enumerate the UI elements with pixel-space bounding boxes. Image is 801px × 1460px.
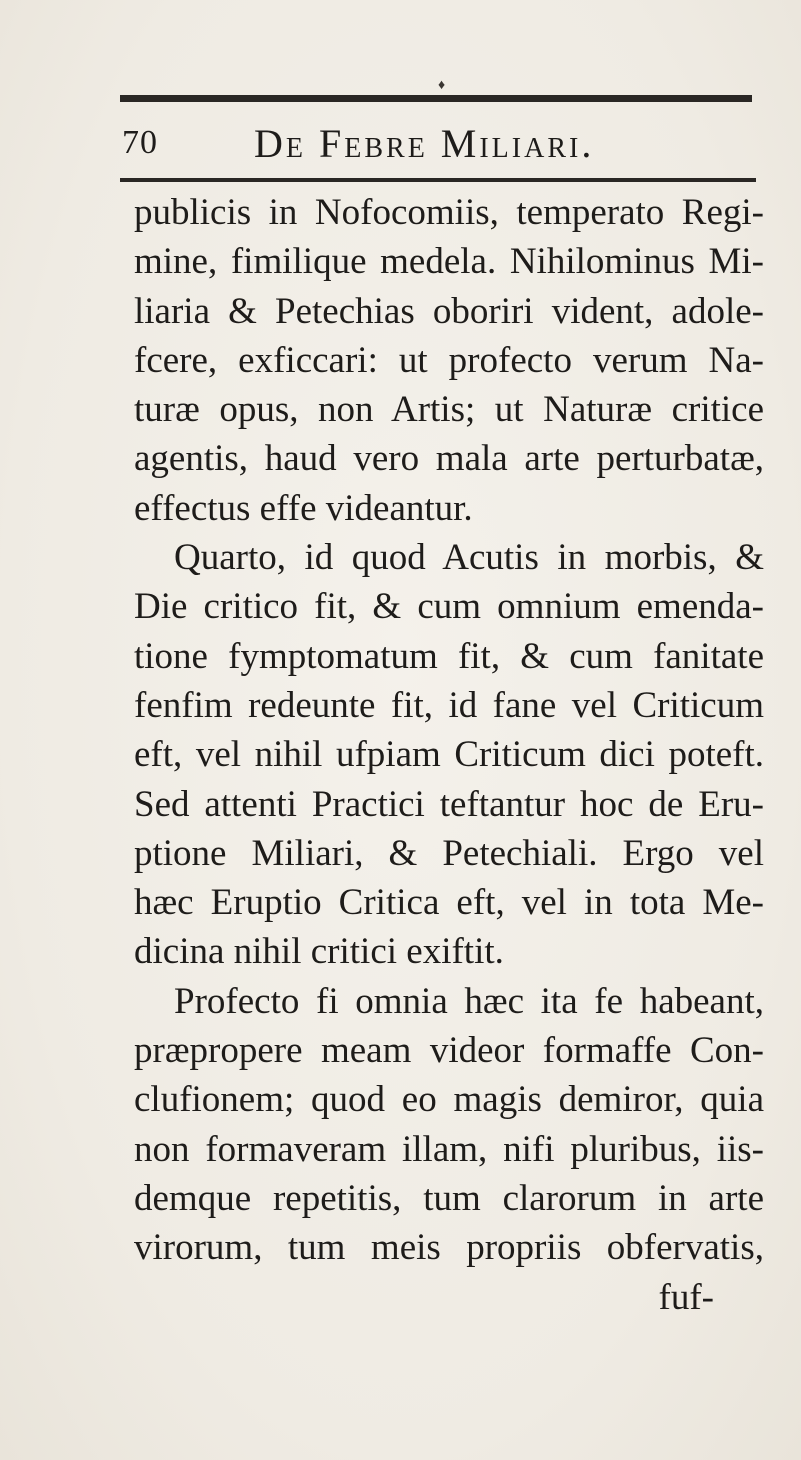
text-line: virorum, tum meis propriis obfervatis, bbox=[134, 1227, 764, 1269]
text-line: publicis in Nofocomiis, temperato Regi- bbox=[134, 192, 764, 233]
text-line: fcere, exficcari: ut profecto verum Na- bbox=[134, 339, 764, 381]
ornament-mark: ♦ bbox=[438, 78, 446, 93]
text-line: turæ opus, non Artis; ut Naturæ critice bbox=[134, 389, 764, 431]
text-line: Die critico fit, & cum omnium emenda- bbox=[134, 586, 764, 628]
page-header bbox=[122, 118, 762, 174]
text-line: agentis, haud vero mala arte perturbatæ, bbox=[134, 438, 764, 480]
text-line: non formaveram illam, nifi pluribus, iis- bbox=[134, 1128, 764, 1170]
text-line: Sed attenti Practici teftantur hoc de Eru- bbox=[134, 783, 764, 825]
top-rule bbox=[120, 95, 752, 102]
text-line: dicina nihil critici exiftit. bbox=[134, 931, 504, 973]
text-line: demque repetitis, tum clarorum in arte bbox=[134, 1177, 764, 1219]
text-line: Quarto, id quod Acutis in morbis, & bbox=[174, 537, 764, 579]
text-line: ptione Miliari, & Petechiali. Ergo vel bbox=[134, 832, 764, 874]
catchword: fuf- bbox=[658, 1276, 714, 1318]
text-line: Profecto fi omnia hæc ita fe habeant, bbox=[174, 980, 764, 1022]
text-line: fenfim redeunte fit, id fane vel Criticum bbox=[134, 684, 764, 726]
text-line: mine, fimilique medela. Nihilominus Mi- bbox=[134, 241, 764, 283]
paragraph-1 bbox=[134, 188, 764, 533]
text-line: clufionem; quod eo magis demiror, quia bbox=[134, 1079, 764, 1121]
text-line: tione fymptomatum fit, & cum fanitate bbox=[134, 635, 764, 677]
text-line: hæc Eruptio Critica eft, vel in tota Me- bbox=[134, 882, 764, 924]
running-title: De Febre Miliari. bbox=[254, 121, 595, 166]
text-line: effectus effe videantur. bbox=[134, 487, 473, 529]
page-number: 70 bbox=[122, 124, 158, 161]
paragraph-2 bbox=[134, 533, 764, 977]
text-line: præpropere meam videor formaffe Con- bbox=[134, 1030, 764, 1072]
header-rule bbox=[120, 178, 756, 182]
text-line: liaria & Petechias oboriri vident, adole- bbox=[134, 290, 764, 332]
paragraph-3 bbox=[134, 977, 764, 1273]
body-text bbox=[134, 188, 764, 1322]
text-line: eft, vel nihil ufpiam Criticum dici poteft. bbox=[134, 734, 764, 776]
